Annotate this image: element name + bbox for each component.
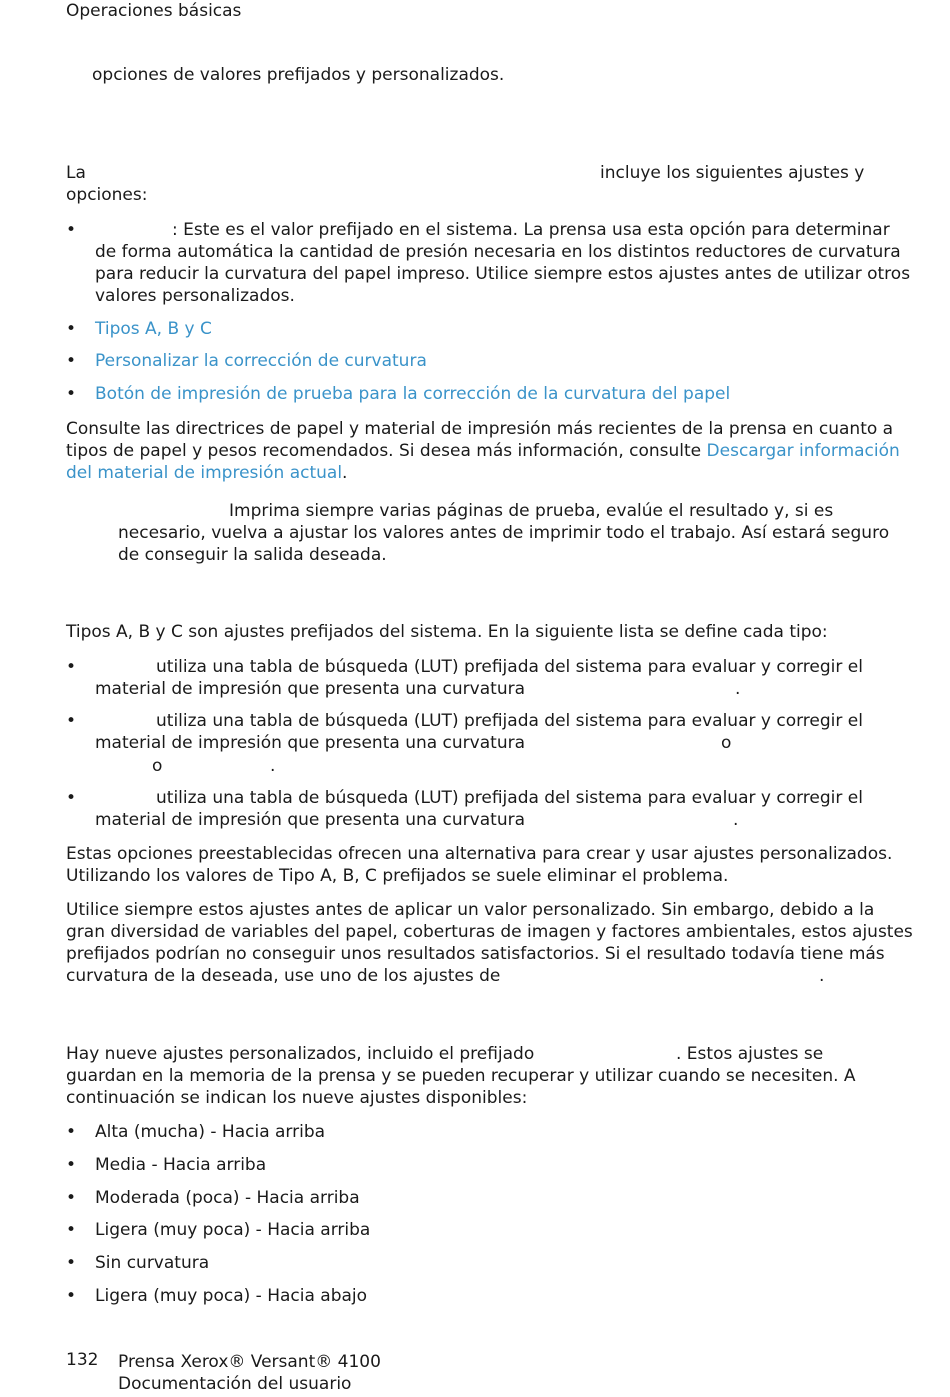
bullet-marker: [66, 350, 76, 372]
options-para-line-1: Estas opciones preestablecidas ofrecen una alternativa para crear y usar ajustes personalizados.: [66, 844, 893, 864]
always-para-line-3: prefijados podrían no conseguir unos resultados satisfactorios. Si el resultado todavía tiene más: [66, 944, 885, 964]
type-c-line-2-end: .: [733, 810, 739, 830]
note-line-1: Imprima siempre varias páginas de prueba, evalúe el resultado y, si es: [229, 501, 834, 521]
note-line-2: necesario, vuelva a ajustar los valores antes de imprimir todo el trabajo. Así estará seguro: [118, 523, 890, 543]
bullet-marker: [66, 219, 76, 241]
type-b-line-3a: o: [152, 756, 163, 776]
custom-list-item: Moderada (poca) - Hacia arriba: [95, 1188, 360, 1208]
bullet-marker: [66, 1154, 76, 1176]
type-b-line-2-end: o: [721, 733, 732, 753]
custom-line-2: guardan en la memoria de la prensa y se pueden recuperar y utilizar cuando se necesiten. A: [66, 1066, 856, 1086]
link-boton-impresion-prueba[interactable]: Botón de impresión de prueba para la corrección de la curvatura del papel: [95, 384, 731, 404]
bullet-marker: [66, 1285, 76, 1307]
consult-line-1: Consulte las directrices de papel y material de impresión más recientes de la prensa en cuanto a: [66, 419, 894, 439]
custom-list-item: Alta (mucha) - Hacia arriba: [95, 1122, 326, 1142]
running-header: Operaciones básicas: [66, 1, 242, 21]
consult-line-2: [66, 440, 900, 462]
types-intro: Tipos A, B y C son ajustes prefijados del sistema. En la siguiente lista se define cada tipo:: [66, 622, 828, 642]
bullet-marker: [66, 1187, 76, 1209]
block1-prefix: La: [66, 163, 86, 183]
block1-cont: opciones:: [66, 185, 148, 205]
footer-doc: Documentación del usuario: [118, 1374, 352, 1394]
type-c-line-1: utiliza una tabla de búsqueda (LUT) prefijada del sistema para evaluar y corregir el: [156, 788, 863, 808]
custom-line-3: continuación se indican los nueve ajustes disponibles:: [66, 1088, 528, 1108]
bullet-marker: [66, 1121, 76, 1143]
link-tipos-abc[interactable]: Tipos A, B y C: [95, 319, 212, 339]
always-para-line-1: Utilice siempre estos ajustes antes de aplicar un valor personalizado. Sin embargo, debido a la: [66, 900, 875, 920]
bullet-marker: [66, 383, 76, 405]
type-b-line-2: material de impresión que presenta una curvatura: [95, 733, 525, 753]
block1-middle: incluye los siguientes ajustes y: [600, 163, 865, 183]
auto-option-line-4: valores personalizados.: [95, 286, 295, 306]
type-c-line-2: material de impresión que presenta una curvatura: [95, 810, 525, 830]
custom-line-1-end: . Estos ajustes se: [676, 1044, 824, 1064]
link-material-actual[interactable]: del material de impresión actual: [66, 463, 343, 483]
always-para-line-2: gran diversidad de variables del papel, coberturas de imagen y factores ambientales, estos ajustes: [66, 922, 913, 942]
type-a-line-1: utiliza una tabla de búsqueda (LUT) prefijada del sistema para evaluar y corregir el: [156, 657, 863, 677]
custom-list-item: Ligera (muy poca) - Hacia arriba: [95, 1220, 371, 1240]
custom-list-item: Media - Hacia arriba: [95, 1155, 267, 1175]
always-para-line-4: curvatura de la deseada, use uno de los ajustes de: [66, 966, 501, 986]
bullet-marker: [66, 318, 76, 340]
bullet-marker: [66, 787, 76, 809]
custom-line-1: Hay nueve ajustes personalizados, incluido el prefijado: [66, 1044, 535, 1064]
custom-list-item: Sin curvatura: [95, 1253, 210, 1273]
auto-option-line-3: para reducir la curvatura del papel impreso. Utilice siempre estos ajustes antes de utilizar otros: [95, 264, 911, 284]
note-line-3: de conseguir la salida deseada.: [118, 545, 387, 565]
bullet-marker: [66, 656, 76, 678]
auto-option-line-2: de forma automática la cantidad de presión necesaria en los distintos reductores de curvatura: [95, 242, 901, 262]
consult-line-2-text: tipos de papel y pesos recomendados. Si desea más información, consulte: [66, 441, 707, 461]
link-personalizar-correccion[interactable]: Personalizar la corrección de curvatura: [95, 351, 427, 371]
custom-list-item: Ligera (muy poca) - Hacia abajo: [95, 1286, 368, 1306]
link-descargar-informacion[interactable]: Descargar información: [706, 441, 900, 461]
options-para-line-2: Utilizando los valores de Tipo A, B, C prefijados se suele eliminar el problema.: [66, 866, 729, 886]
footer-product: Prensa Xerox® Versant® 4100: [118, 1352, 381, 1372]
consult-line-3-end: .: [342, 463, 348, 483]
bullet-marker: [66, 1252, 76, 1274]
always-para-end: .: [819, 966, 825, 986]
intro-line: opciones de valores prefijados y personalizados.: [92, 65, 505, 85]
type-b-line-3b: .: [270, 756, 276, 776]
bullet-marker: [66, 710, 76, 732]
auto-option-line-1: : Este es el valor prefijado en el sistema. La prensa usa esta opción para determinar: [172, 220, 890, 240]
bullet-marker: [66, 1219, 76, 1241]
consult-line-3: [66, 462, 347, 484]
type-a-line-2-end: .: [735, 679, 741, 699]
page-number: 132: [66, 1350, 99, 1370]
type-b-line-1: utiliza una tabla de búsqueda (LUT) prefijada del sistema para evaluar y corregir el: [156, 711, 863, 731]
type-a-line-2: material de impresión que presenta una curvatura: [95, 679, 525, 699]
